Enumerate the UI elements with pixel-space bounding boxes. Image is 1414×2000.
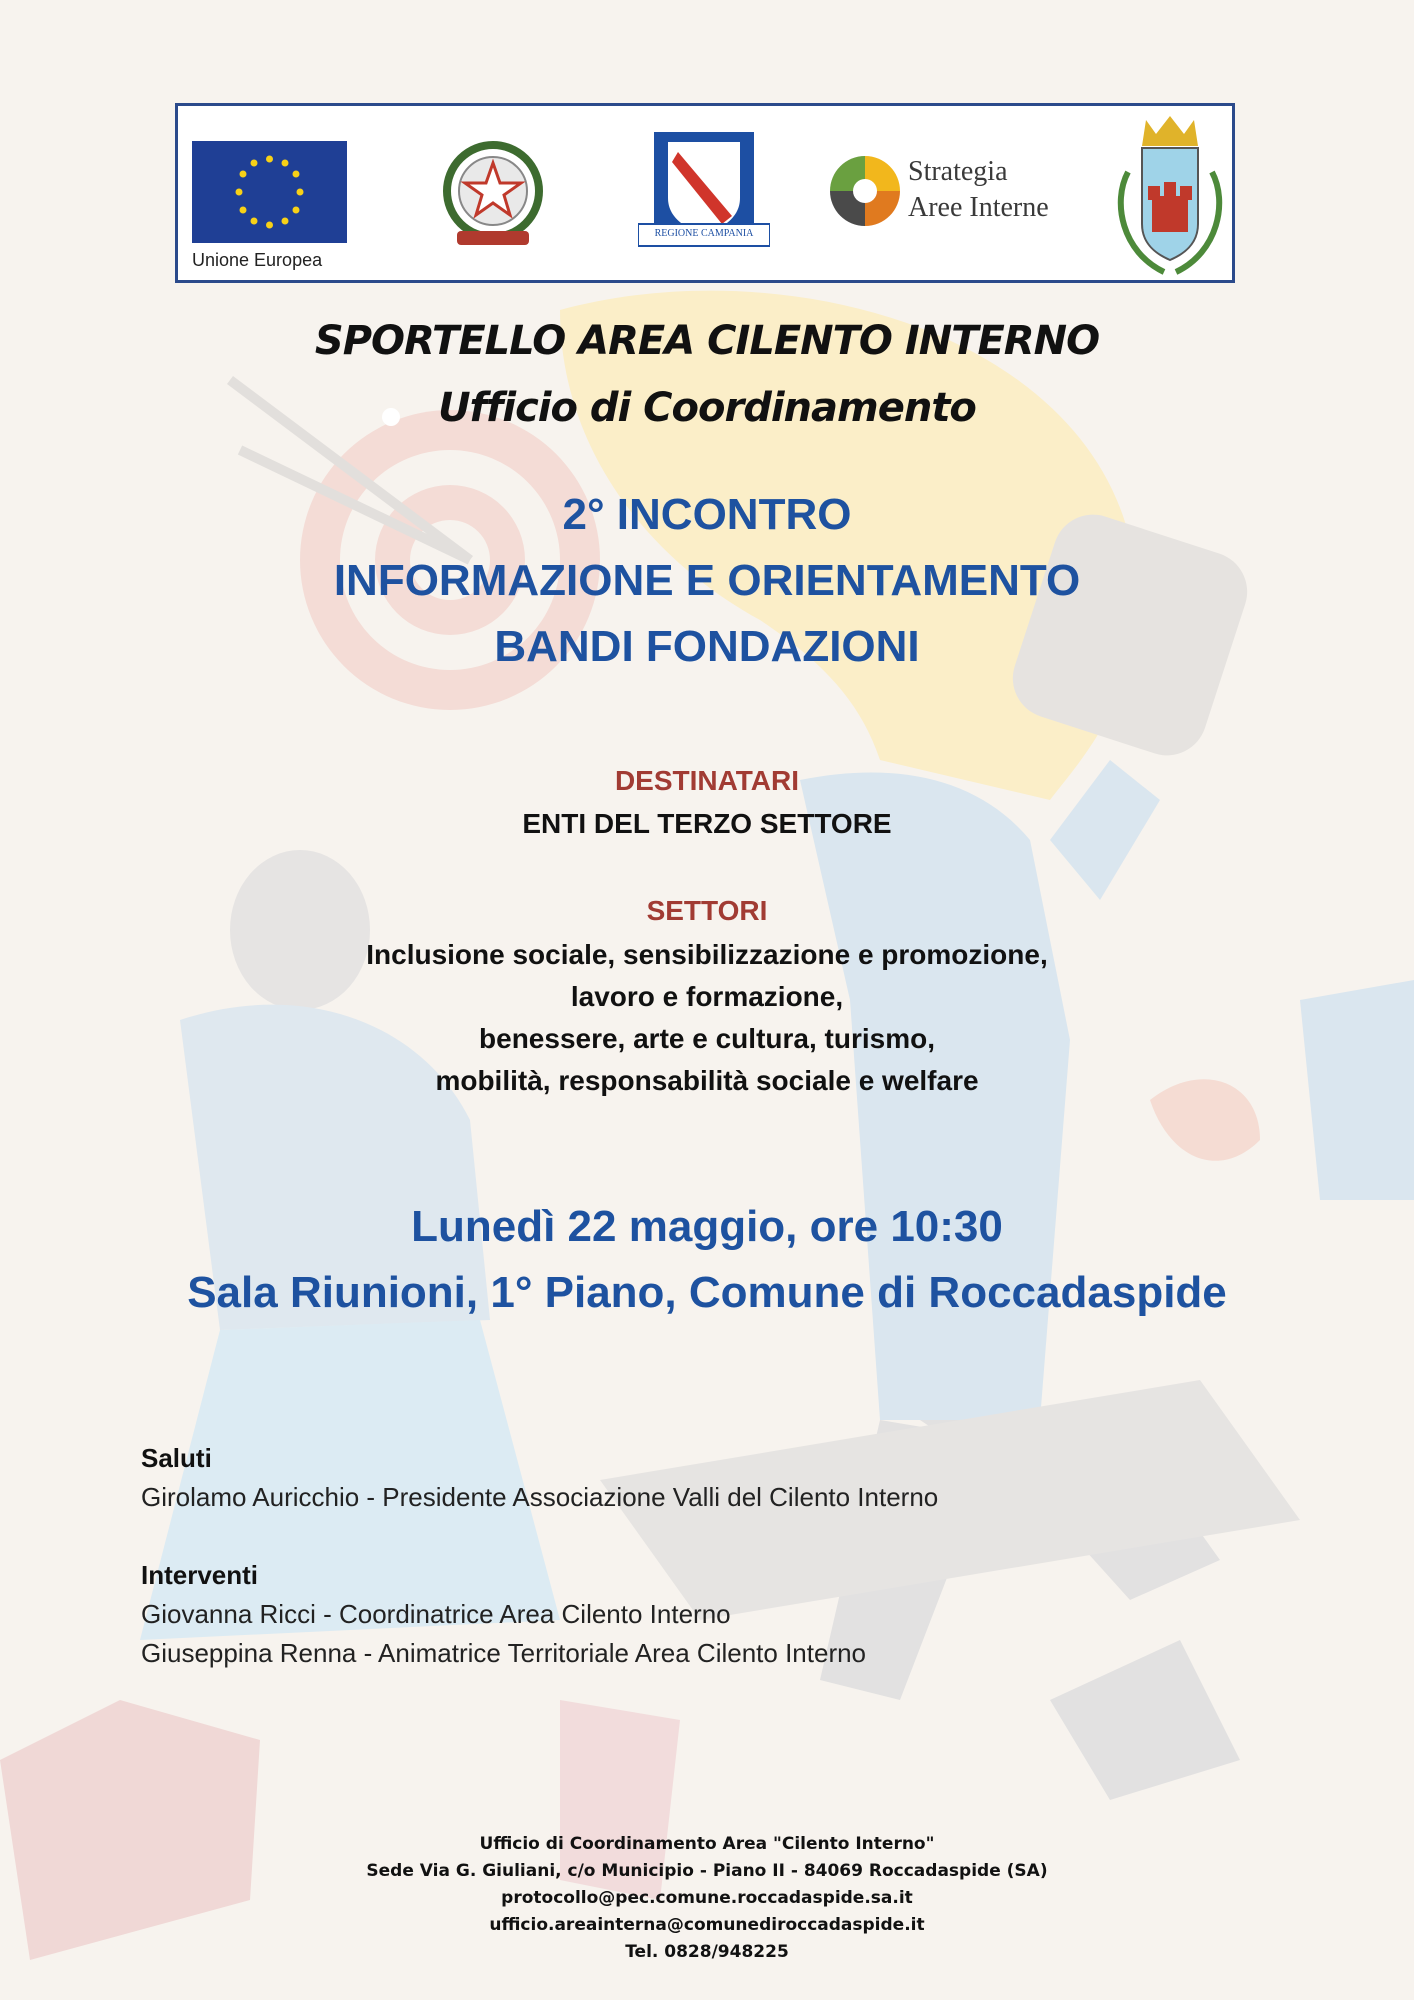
italian-republic-emblem-icon bbox=[435, 131, 551, 257]
logo-bar bbox=[175, 103, 1235, 283]
regione-campania-label: REGIONE CAMPANIA bbox=[654, 228, 754, 239]
comune-roccadaspide-crest-icon bbox=[1108, 112, 1233, 280]
page-subtitle: Ufficio di Coordinamento bbox=[438, 385, 976, 431]
settori-list bbox=[0, 934, 1414, 1102]
event-date: Lunedì 22 maggio, ore 10:30 bbox=[411, 1202, 1003, 1251]
sai-line-1: Strategia bbox=[908, 156, 1008, 187]
event-title-line: INFORMAZIONE E ORIENTAMENTO bbox=[333, 556, 1081, 605]
strategia-aree-interne-logo-icon bbox=[828, 154, 903, 229]
interventi-heading: Interventi bbox=[141, 1560, 259, 1590]
eu-flag-icon bbox=[192, 141, 347, 243]
settori-line: mobilità, responsabilità sociale e welfare bbox=[435, 1065, 979, 1096]
footer-contacts bbox=[0, 1831, 1414, 1966]
interventi-speaker: Giuseppina Renna - Animatrice Territoriale Area Cilento Interno bbox=[141, 1638, 867, 1668]
footer-email: ufficio.areainterna@comunediroccadaspide.it bbox=[489, 1915, 925, 1935]
event-title bbox=[0, 482, 1414, 680]
destinatari-value: ENTI DEL TERZO SETTORE bbox=[522, 808, 892, 839]
event-title-line: BANDI FONDAZIONI bbox=[494, 622, 920, 671]
sai-line-2: Aree Interne bbox=[908, 192, 1049, 223]
settori-line: benessere, arte e cultura, turismo, bbox=[479, 1023, 935, 1054]
saluti-heading: Saluti bbox=[141, 1443, 212, 1473]
footer-office: Ufficio di Coordinamento Area "Cilento Interno" bbox=[479, 1834, 935, 1854]
saluti-speaker: Girolamo Auricchio - Presidente Associazione Valli del Cilento Interno bbox=[141, 1482, 939, 1512]
footer-phone: Tel. 0828/948225 bbox=[625, 1942, 789, 1962]
interventi-speaker: Giovanna Ricci - Coordinatrice Area Cilento Interno bbox=[141, 1599, 731, 1629]
event-title-line: 2° INCONTRO bbox=[562, 490, 852, 539]
footer-address: Sede Via G. Giuliani, c/o Municipio - Piano II - 84069 Roccadaspide (SA) bbox=[366, 1861, 1048, 1881]
settori-line: Inclusione sociale, sensibilizzazione e promozione, bbox=[366, 939, 1048, 970]
settori-line: lavoro e formazione, bbox=[570, 981, 844, 1012]
strategia-aree-interne-text bbox=[908, 154, 1049, 226]
page-title: SPORTELLO AREA CILENTO INTERNO bbox=[314, 318, 1100, 364]
event-place: Sala Riunioni, 1° Piano, Comune di Roccadaspide bbox=[187, 1268, 1227, 1317]
footer-pec-email: protocollo@pec.comune.roccadaspide.sa.it bbox=[501, 1888, 913, 1908]
settori-label: SETTORI bbox=[646, 895, 768, 926]
eu-label: Unione Europea bbox=[192, 250, 323, 270]
destinatari-label: DESTINATARI bbox=[614, 765, 800, 796]
